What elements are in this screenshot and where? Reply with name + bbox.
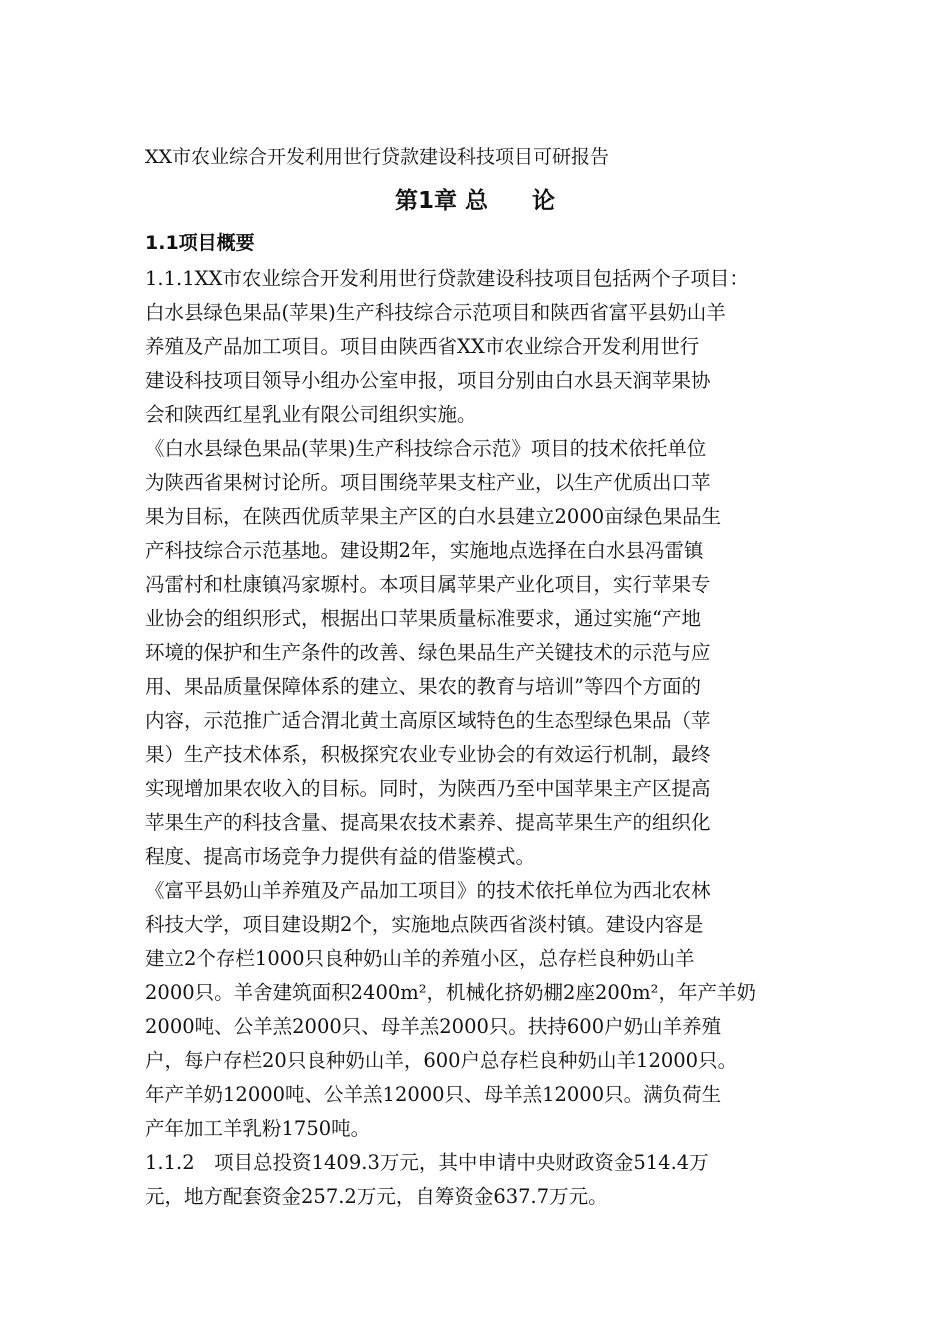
text-line: 程度、提高市场竞争力提供有益的借鉴模式。 [145, 845, 536, 868]
text-line: 1.1.2 项目总投资1409.3万元，其中申请中央财政资金514.4万 [145, 1151, 709, 1174]
text-line: 1.1.1XX市农业综合开发利用世行贷款建设科技项目包括两个子项目： [145, 267, 749, 290]
text-line: 实现增加果农收入的目标。同时，为陕西乃至中国苹果主产区提高 [145, 777, 711, 800]
text-line: 《富平县奶山羊养殖及产品加工项目》的技术依托单位为西北农林 [145, 879, 711, 902]
text-line: 内容，示范推广适合渭北黄土高原区域特色的生态型绿色果品（苹 [145, 709, 711, 732]
text-line: 果为目标，在陕西优质苹果主产区的白水县建立2000亩绿色果品生 [145, 505, 722, 528]
text-line: 苹果生产的科技含量、提高果农技术素养、提高苹果生产的组织化 [145, 811, 711, 834]
text-line: 果）生产技术体系，积极探究农业专业协会的有效运行机制，最终 [145, 743, 711, 766]
text-line: 养殖及产品加工项目。项目由陕西省XX市农业综合开发利用世行 [145, 335, 700, 358]
text-line: 元，地方配套资金257.2万元，自筹资金637.7万元。 [145, 1185, 608, 1208]
document-title: XX市农业综合开发利用世行贷款建设科技项目可研报告 [145, 146, 610, 168]
text-line: 会和陕西红星乳业有限公司组织实施。 [145, 403, 477, 426]
chapter-label-end: 论 [532, 188, 555, 214]
text-line: 年产羊奶12000吨、公羊羔12000只、母羊羔12000只。满负荷生 [145, 1083, 722, 1106]
text-line: 业协会的组织形式，根据出口苹果质量标准要求，通过实施“产地 [145, 607, 701, 630]
text-line: 2000吨、公羊羔2000只、母羊羔2000只。扶持600户奶山羊养殖 [145, 1015, 722, 1038]
text-line: 产年加工羊乳粉1750吨。 [145, 1117, 371, 1140]
body-text [145, 262, 815, 1214]
chapter-heading [0, 186, 950, 216]
section-heading: 1.1项目概要 [145, 232, 255, 254]
text-line: 科技大学，项目建设期2个，实施地点陕西省淡村镇。建设内容是 [145, 913, 704, 936]
text-line: 建立2个存栏1000只良种奶山羊的养殖小区，总存栏良种奶山羊 [145, 947, 695, 970]
text-line: 建设科技项目领导小组办公室申报，项目分别由白水县天润苹果协 [145, 369, 711, 392]
text-line: 2000只。羊舍建筑面积2400m²，机械化挤奶棚2座200m²，年产羊奶 [145, 981, 756, 1004]
text-line: 为陕西省果树讨论所。项目围绕苹果支柱产业，以生产优质出口苹 [145, 471, 711, 494]
text-line: 户，每户存栏20只良种奶山羊，600户总存栏良种奶山羊12000只。 [145, 1049, 738, 1072]
text-line: 白水县绿色果品(苹果)生产科技综合示范项目和陕西省富平县奶山羊 [145, 301, 726, 324]
text-line: 冯雷村和杜康镇冯家塬村。本项目属苹果产业化项目，实行苹果专 [145, 573, 711, 596]
text-line: 环境的保护和生产条件的改善、绿色果品生产关键技术的示范与应 [145, 641, 711, 664]
text-line: 产科技综合示范基地。建设期2年，实施地点选择在白水县冯雷镇 [145, 539, 704, 562]
chapter-label: 第1章 总 [394, 188, 488, 214]
text-line: 用、果品质量保障体系的建立、果农的教育与培训”等四个方面的 [145, 675, 701, 698]
text-line: 《白水县绿色果品(苹果)生产科技综合示范》项目的技术依托单位 [145, 437, 707, 460]
